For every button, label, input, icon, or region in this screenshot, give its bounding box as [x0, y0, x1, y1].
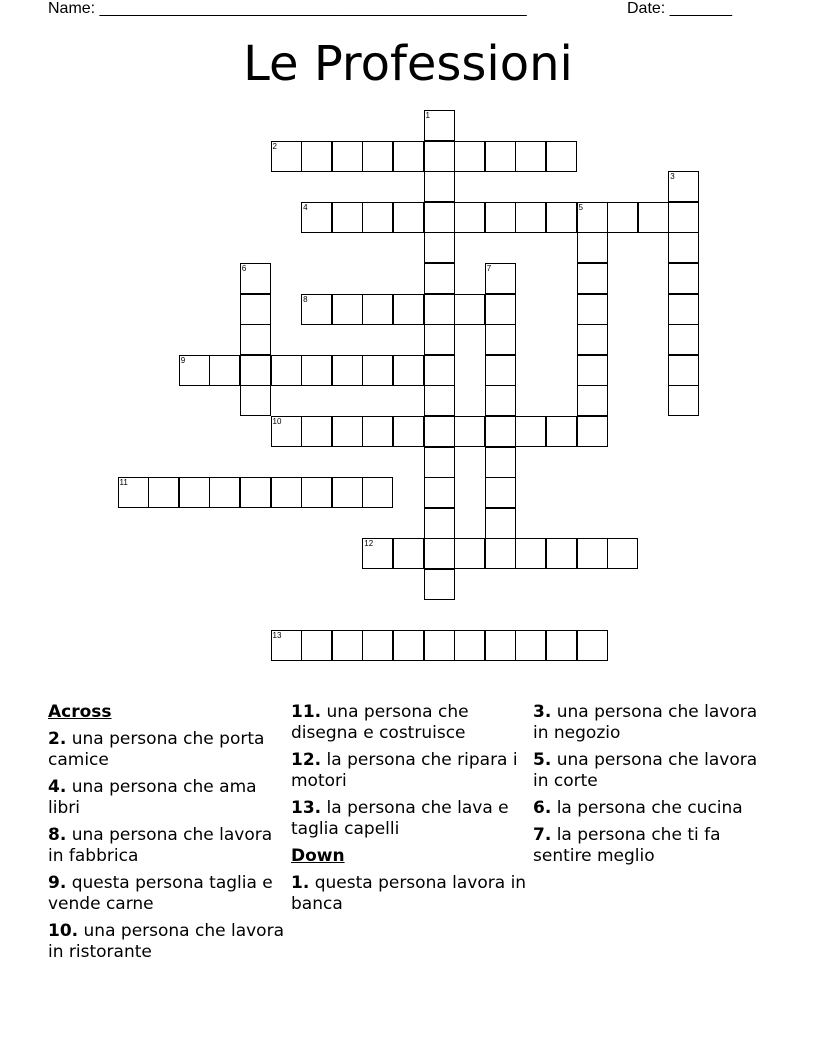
grid-cell[interactable] [271, 141, 302, 172]
grid-cell[interactable] [485, 355, 516, 386]
clue-across-4: 4. una persona che ama libri [48, 777, 257, 818]
cell-number: 2 [272, 141, 277, 151]
grid-cell[interactable] [668, 324, 699, 355]
grid-cell[interactable] [485, 202, 516, 233]
grid-cell[interactable] [607, 202, 638, 233]
grid-cell[interactable] [577, 294, 608, 325]
grid-cell[interactable] [485, 477, 516, 508]
grid-cell[interactable] [577, 202, 608, 233]
date-field: Date: _______ [627, 0, 732, 17]
grid-cell[interactable] [485, 538, 516, 569]
grid-cell[interactable] [454, 538, 485, 569]
clue-across-11: 11. una persona che disegna e costruisce [291, 702, 469, 743]
grid-cell[interactable] [577, 630, 608, 661]
grid-cell[interactable] [271, 416, 302, 447]
grid-cell[interactable] [668, 202, 699, 233]
grid-cell[interactable] [546, 630, 577, 661]
grid-cell[interactable] [424, 171, 455, 202]
grid-cell[interactable] [301, 630, 332, 661]
cell-number: 8 [303, 294, 308, 304]
grid-cell[interactable] [424, 202, 455, 233]
clue-down-1: 1. questa persona lavora in banca [291, 873, 527, 914]
grid-cell[interactable] [301, 202, 332, 233]
grid-cell[interactable] [301, 141, 332, 172]
grid-cell[interactable] [271, 477, 302, 508]
grid-cell[interactable] [332, 477, 363, 508]
clue-down-5: 5. una persona che lavora in corte [533, 750, 758, 791]
grid-cell[interactable] [485, 508, 516, 539]
clue-across-2: 2. una persona che porta camice [48, 729, 265, 770]
grid-cell[interactable] [424, 630, 455, 661]
cell-number: 5 [578, 202, 583, 212]
grid-cell[interactable] [332, 294, 363, 325]
clue-down-3: 3. una persona che lavora in negozio [533, 702, 758, 743]
grid-cell[interactable] [424, 355, 455, 386]
grid-cell[interactable] [424, 447, 455, 478]
grid-cell[interactable] [424, 324, 455, 355]
cell-number: 9 [180, 355, 186, 365]
grid-cell[interactable] [362, 202, 393, 233]
clue-column-2 [291, 702, 531, 921]
grid-cell[interactable] [332, 416, 363, 447]
grid-cell[interactable] [179, 477, 210, 508]
grid-cell[interactable] [362, 141, 393, 172]
grid-cell[interactable] [668, 171, 699, 202]
grid-cell[interactable] [454, 630, 485, 661]
grid-cell[interactable] [485, 294, 516, 325]
grid-cell[interactable] [332, 202, 363, 233]
clue-across-8: 8. una persona che lavora in fabbrica [48, 825, 273, 866]
grid-cell[interactable] [148, 477, 179, 508]
cell-number: 3 [670, 172, 675, 182]
grid-cell[interactable] [179, 355, 210, 386]
grid-cell[interactable] [424, 508, 455, 539]
grid-cell[interactable] [301, 416, 332, 447]
grid-cell[interactable] [240, 263, 271, 294]
grid-cell[interactable] [362, 630, 393, 661]
grid-cell[interactable] [577, 538, 608, 569]
cell-number: 11 [119, 478, 128, 488]
grid-cell[interactable] [485, 141, 516, 172]
grid-cell[interactable] [546, 538, 577, 569]
grid-cell[interactable] [424, 477, 455, 508]
grid-cell[interactable] [393, 294, 424, 325]
grid-cell[interactable] [485, 416, 516, 447]
grid-cell[interactable] [668, 385, 699, 416]
grid-cell[interactable] [546, 416, 577, 447]
grid-cell[interactable] [454, 141, 485, 172]
grid-cell[interactable] [577, 232, 608, 263]
clue-down-7: 7. la persona che ti fa sentire meglio [533, 825, 721, 866]
grid-cell[interactable] [454, 294, 485, 325]
grid-cell[interactable] [638, 202, 669, 233]
grid-cell[interactable] [515, 630, 546, 661]
grid-cell[interactable] [515, 202, 546, 233]
grid-cell[interactable] [301, 355, 332, 386]
grid-cell[interactable] [577, 324, 608, 355]
grid-cell[interactable] [393, 355, 424, 386]
grid-cell[interactable] [485, 385, 516, 416]
grid-cell[interactable] [485, 447, 516, 478]
grid-cell[interactable] [485, 324, 516, 355]
across-heading: Across [48, 702, 112, 722]
grid-cell[interactable] [546, 141, 577, 172]
grid-cell[interactable] [424, 110, 455, 141]
clue-across-13: 13. la persona che lava e taglia capelli [291, 798, 509, 839]
cell-number: 6 [241, 264, 247, 273]
grid-cell[interactable] [607, 538, 638, 569]
grid-cell[interactable] [577, 263, 608, 294]
name-field: Name: ________________________________________________ [48, 0, 527, 17]
grid-cell[interactable] [393, 538, 424, 569]
grid-cell[interactable] [515, 538, 546, 569]
grid-cell[interactable] [454, 416, 485, 447]
grid-cell[interactable] [209, 477, 240, 508]
grid-cell[interactable] [424, 294, 455, 325]
grid-cell[interactable] [240, 355, 271, 386]
grid-cell[interactable] [668, 263, 699, 294]
grid-cell[interactable] [668, 232, 699, 263]
grid-cell[interactable] [546, 202, 577, 233]
grid-cell[interactable] [240, 294, 271, 325]
grid-cell[interactable] [362, 477, 393, 508]
grid-cell[interactable] [393, 416, 424, 447]
page-title: Le Professioni [243, 36, 573, 92]
cell-number: 4 [303, 202, 308, 212]
grid-cell[interactable] [240, 385, 271, 416]
grid-cell[interactable] [424, 263, 455, 294]
grid-cell[interactable] [515, 141, 546, 172]
grid-cell[interactable] [362, 416, 393, 447]
clue-across-9: 9. questa persona taglia e vende carne [48, 873, 273, 914]
grid-cell[interactable] [332, 141, 363, 172]
grid-cell[interactable] [118, 477, 149, 508]
cell-number: 12 [364, 539, 374, 549]
clue-across-10: 10. una persona che lavora in ristorante [48, 921, 284, 962]
grid-cell[interactable] [362, 355, 393, 386]
grid-cell[interactable] [362, 294, 393, 325]
grid-cell[interactable] [577, 385, 608, 416]
grid-cell[interactable] [577, 416, 608, 447]
grid-cell[interactable] [393, 202, 424, 233]
grid-cell[interactable] [668, 294, 699, 325]
grid-cell[interactable] [271, 355, 302, 386]
grid-cell[interactable] [209, 355, 240, 386]
grid-cell[interactable] [424, 416, 455, 447]
grid-cell[interactable] [577, 355, 608, 386]
grid-cell[interactable] [393, 630, 424, 661]
grid-cell[interactable] [393, 141, 424, 172]
grid-cell[interactable] [240, 324, 271, 355]
grid-cell[interactable] [424, 385, 455, 416]
grid-cell[interactable] [301, 477, 332, 508]
clue-across-12: 12. la persona che ripara i motori [291, 750, 518, 791]
grid-cell[interactable] [515, 416, 546, 447]
grid-cell[interactable] [240, 477, 271, 508]
grid-cell[interactable] [485, 630, 516, 661]
clue-column-3 [533, 702, 773, 873]
grid-cell[interactable] [332, 355, 363, 386]
cell-number: 1 [425, 111, 430, 120]
grid-cell[interactable] [424, 538, 455, 569]
grid-cell[interactable] [332, 630, 363, 661]
grid-cell[interactable] [454, 202, 485, 233]
grid-cell[interactable] [424, 141, 455, 172]
grid-cell[interactable] [424, 569, 455, 600]
grid-cell[interactable] [424, 232, 455, 263]
grid-cell[interactable] [668, 355, 699, 386]
clue-down-6: 6. la persona che cucina [533, 798, 743, 818]
grid-cell[interactable] [271, 630, 302, 661]
clue-column-1 [48, 702, 288, 969]
grid-cell[interactable] [485, 263, 516, 294]
grid-cell[interactable] [362, 538, 393, 569]
cell-number: 7 [486, 264, 492, 273]
down-heading: Down [291, 846, 345, 866]
grid-cell[interactable] [301, 294, 332, 325]
cell-number: 13 [272, 631, 282, 641]
cell-number: 10 [272, 417, 282, 426]
